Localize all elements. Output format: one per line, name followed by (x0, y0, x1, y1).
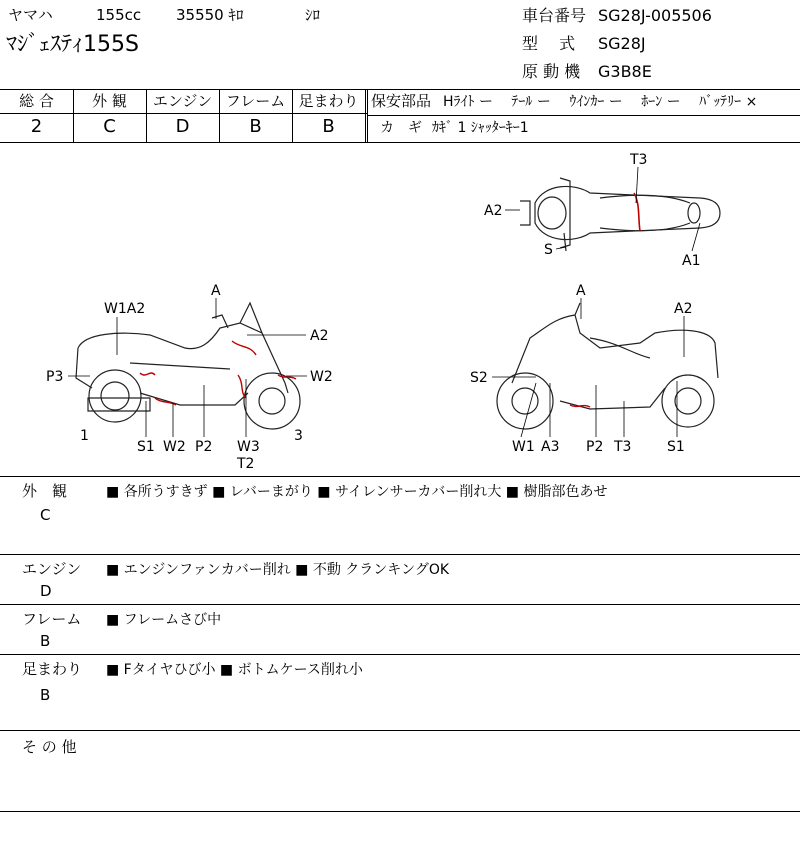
divider (367, 115, 800, 116)
damage-mark (634, 193, 640, 231)
remark-category: そ の 他 (22, 738, 77, 756)
grade-value-exterior: C (103, 116, 116, 137)
grade-header-suspension: 足まわり (298, 92, 359, 110)
label-A2-right: A2 (674, 301, 693, 317)
remark-grade: B (40, 686, 51, 704)
grade-header-total: 総 合 (19, 92, 54, 110)
label-T3-top: T3 (630, 152, 648, 168)
grade-value-engine: D (175, 116, 190, 137)
label-S-top: S (544, 242, 553, 258)
remark-category: 足まわり (22, 660, 83, 678)
remark-category: フレーム (22, 610, 82, 628)
remark-grade: B (40, 632, 51, 650)
divider (0, 476, 800, 477)
model-name: ﾏｼﾞｪｽﾃｨ155S (6, 32, 139, 57)
type-value: SG28J (598, 34, 646, 53)
grade-value-total: 2 (30, 116, 43, 137)
remark-grade: D (40, 582, 52, 600)
frame-no: SG28J-005506 (598, 6, 712, 25)
label-W1-right: W1 (512, 439, 535, 455)
key-value: ｶｷﾞ 1 ｼｬｯﾀｰｷｰ1 (432, 120, 529, 136)
remark-text: ■ フレームさび中 (106, 612, 222, 628)
label-T3-right: T3 (614, 439, 632, 455)
key-label: カ ギ (380, 120, 422, 136)
label-S2-right: S2 (470, 370, 488, 386)
safety-items: Hﾗｲﾄ ー ﾃｰﾙ ー ｳｲﾝｶｰ ー ﾎｰﾝ ー ﾊﾞｯﾃﾘｰ × (443, 94, 758, 110)
grade-value-frame: B (249, 116, 262, 137)
divider (0, 811, 800, 812)
label-A2-left: A2 (310, 328, 329, 344)
label-W2-bottom-left: W2 (163, 439, 186, 455)
label-3-left: 3 (294, 428, 303, 444)
grade-header-engine: エンジン (152, 92, 213, 110)
label-A-right: A (576, 283, 586, 299)
safety-label: 保安部品 (371, 92, 432, 110)
leader-lines-left (68, 298, 307, 437)
damage-marks-right (570, 405, 590, 407)
scooter-right-view (497, 303, 718, 429)
label-A3-right: A3 (541, 439, 560, 455)
mileage: 35550 ｷﾛ (176, 6, 244, 24)
label-P2-right: P2 (586, 439, 604, 455)
label-S1-right: S1 (667, 439, 685, 455)
remark-text: ■ 各所うすきず ■ レバーまがり ■ サイレンサーカバー削れ大 ■ 樹脂部色あせ (106, 484, 608, 500)
remark-text: ■ Fタイヤひび小 ■ ボトムケース削れ小 (106, 662, 363, 678)
frame-no-label: 車台番号 (522, 6, 587, 25)
label-S1-left: S1 (137, 439, 155, 455)
scooter-top-view (520, 178, 720, 251)
displacement: 155cc (96, 6, 142, 24)
label-W1A2-left: W1A2 (104, 301, 146, 317)
divider (0, 89, 800, 90)
divider (0, 113, 367, 114)
grade-header-exterior: 外 観 (92, 92, 127, 110)
damage-diagram (0, 143, 800, 476)
type-label: 型 式 (522, 34, 576, 53)
leader-lines-right (492, 298, 684, 437)
divider (367, 89, 368, 142)
engine-label: 原 動 機 (522, 62, 581, 81)
remark-text: ■ エンジンファンカバー削れ ■ 不動 クランキングOK (106, 562, 450, 578)
label-1-left: 1 (80, 428, 89, 444)
divider (0, 554, 800, 555)
maker: ヤマハ (8, 6, 53, 24)
label-W3-left: W3 (237, 439, 260, 455)
leader-lines (505, 167, 700, 251)
label-A2-top: A2 (484, 203, 503, 219)
grade-value-suspension: B (322, 116, 335, 137)
grade-header-frame: フレーム (225, 92, 286, 110)
label-A-left: A (211, 283, 221, 299)
divider (365, 89, 366, 142)
divider (0, 604, 800, 605)
remark-category: エンジン (22, 560, 82, 578)
divider (0, 730, 800, 731)
engine-value: G3B8E (598, 62, 652, 81)
scooter-left-view (76, 303, 300, 429)
remark-category: 外 観 (22, 482, 68, 500)
divider (0, 654, 800, 655)
label-T2-left: T2 (237, 456, 255, 472)
label-P3-left: P3 (46, 369, 64, 385)
remark-grade: C (40, 506, 51, 524)
body-color: ｼﾛ (305, 6, 321, 24)
label-A1-top: A1 (682, 253, 701, 269)
label-P2-left: P2 (195, 439, 213, 455)
label-W2-left: W2 (310, 369, 333, 385)
